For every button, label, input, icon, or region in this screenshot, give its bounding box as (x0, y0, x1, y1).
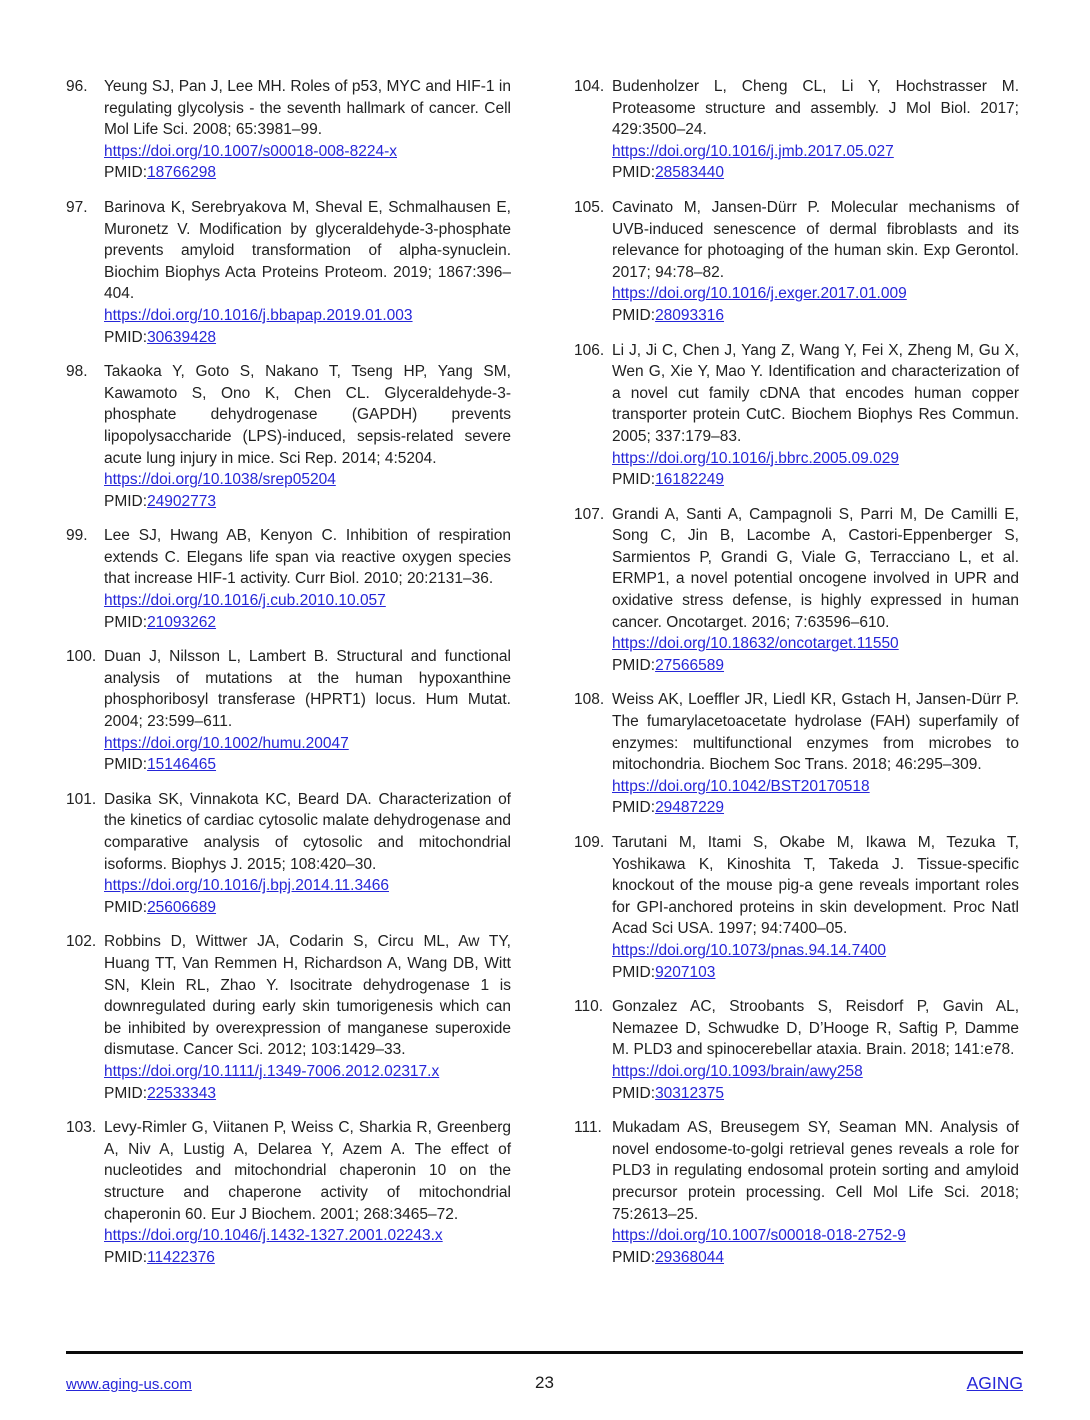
pmid-link[interactable]: 18766298 (147, 164, 217, 182)
pmid-link[interactable]: 16182249 (655, 471, 725, 489)
doi-link[interactable]: https://doi.org/10.1046/j.1432-1327.2001.02243.x (104, 1227, 443, 1245)
pmid-line (612, 469, 1019, 491)
doi-link[interactable]: https://doi.org/10.1016/j.bbrc.2005.09.029 (612, 449, 899, 467)
pmid-line (612, 655, 1019, 677)
reference-item (574, 1117, 1019, 1268)
pmid-link[interactable]: 30639428 (147, 328, 217, 346)
reference-number: 106. (574, 341, 605, 359)
pmid-label: PMID: (104, 756, 148, 774)
pmid-line (612, 1083, 1019, 1105)
doi-link[interactable]: https://doi.org/10.1016/j.exger.2017.01.009 (612, 285, 907, 303)
reference-item (574, 996, 1019, 1104)
pmid-line (612, 305, 1019, 327)
reference-citation-text: Lee SJ, Hwang AB, Kenyon C. Inhibition of respiration extends C. Elegans life span via reactive oxygen species that increase HIF-1 activity. Curr Biol. 2010; 20:2131–36. (104, 527, 511, 588)
references-column-left (66, 76, 511, 1281)
page-number: 23 (535, 1373, 554, 1392)
pmid-label: PMID: (104, 328, 148, 346)
pmid-label: PMID: (104, 613, 148, 631)
reference-item (66, 197, 511, 348)
pmid-line (612, 797, 1019, 819)
pmid-line (612, 162, 1019, 184)
pmid-line (104, 1247, 511, 1269)
pmid-label: PMID: (104, 898, 148, 916)
reference-citation-text: Barinova K, Serebryakova M, Sheval E, Schmalhausen E, Muronetz V. Modification by glyceraldehyde-3-phosphate prevents amyloid transformation of alpha-synuclein. Biochim Biophys Acta Proteins Proteom. 2019; 1867:396–404. (104, 198, 511, 303)
pmid-link[interactable]: 9207103 (655, 963, 716, 981)
pmid-line (612, 1247, 1019, 1269)
reference-citation-text: Tarutani M, Itami S, Okabe M, Ikawa M, Tezuka T, Yoshikawa K, Kinoshita T, Takeda J. Tissue-specific knockout of the mouse pig-a gene reveals important roles for GPI-anchored proteins in skin development. Proc Natl Acad Sci USA. 1997; 94:7400–05. (612, 834, 1019, 938)
reference-number: 101. (66, 790, 97, 808)
reference-number: 103. (66, 1119, 97, 1137)
pmid-label: PMID: (612, 306, 656, 324)
reference-item (574, 340, 1019, 491)
reference-body (612, 340, 1019, 491)
reference-citation-text: Grandi A, Santi A, Campagnoli S, Parri M, De Camilli E, Song C, Jin B, Lacombe A, Castori-Eppenberger S, Sarmientos P, Grandi G, Viale G, Terracciano L, et al. ERMP1, a novel potential oncogene involved in UPR and oxidative stress defense, is highly expressed in human cancer. Oncotarget. 2016; 7:63596–610. (612, 505, 1019, 631)
doi-link[interactable]: https://doi.org/10.18632/oncotarget.11550 (612, 635, 899, 653)
pmid-label: PMID: (612, 164, 656, 182)
reference-item (574, 504, 1019, 677)
pmid-link[interactable]: 22533343 (147, 1084, 217, 1102)
doi-link[interactable]: https://doi.org/10.1111/j.1349-7006.2012.02317.x (104, 1062, 440, 1080)
reference-item (66, 76, 511, 184)
pmid-link[interactable]: 21093262 (147, 613, 217, 631)
pmid-link[interactable]: 28093316 (655, 306, 725, 324)
reference-number: 98. (66, 363, 88, 381)
pmid-line (104, 491, 511, 513)
reference-body (104, 361, 511, 512)
pmid-label: PMID: (612, 963, 656, 981)
reference-number: 99. (66, 527, 88, 545)
pmid-label: PMID: (104, 1248, 148, 1266)
reference-citation-text: Cavinato M, Jansen-Dürr P. Molecular mechanisms of UVB-induced senescence of dermal fibroblasts and its relevance for photoaging of the human skin. Exp Gerontol. 2017; 94:78–82. (612, 198, 1019, 281)
reference-number: 105. (574, 198, 605, 216)
reference-number: 102. (66, 933, 97, 951)
reference-number: 97. (66, 198, 88, 216)
doi-link[interactable]: https://doi.org/10.1073/pnas.94.14.7400 (612, 941, 887, 959)
reference-item (574, 197, 1019, 327)
pmid-link[interactable]: 25606689 (147, 898, 217, 916)
reference-body (104, 931, 511, 1104)
reference-item (66, 646, 511, 776)
reference-citation-text: Gonzalez AC, Stroobants S, Reisdorf P, Gavin AL, Nemazee D, Schwudke D, D’Hooge R, Saftig P, Damme M. PLD3 and spinocerebellar ataxia. Brain. 2018; 141:e78. (612, 998, 1019, 1059)
doi-link[interactable]: https://doi.org/10.1038/srep05204 (104, 471, 336, 489)
reference-citation-text: Dasika SK, Vinnakota KC, Beard DA. Characterization of the kinetics of cardiac cytosolic malate dehydrogenase and comparative analysis of cytosolic and mitochondrial isoforms. Biophys J. 2015; 108:420–30. (104, 790, 511, 873)
pmid-line (104, 754, 511, 776)
reference-citation-text: Mukadam AS, Breusegem SY, Seaman MN. Analysis of novel endosome-to-golgi retrieval genes reveals a role for PLD3 in regulating endosomal protein sorting and amyloid precursor protein processing. Cell Mol Life Sci. 2018; 75:2613–25. (612, 1119, 1019, 1223)
reference-citation-text: Budenholzer L, Cheng CL, Li Y, Hochstrasser M. Proteasome structure and assembly. J Mol Biol. 2017; 429:3500–24. (612, 78, 1019, 139)
pmid-link[interactable]: 27566589 (655, 656, 725, 674)
reference-citation-text: Yeung SJ, Pan J, Lee MH. Roles of p53, MYC and HIF-1 in regulating glycolysis - the seventh hallmark of cancer. Cell Mol Life Sci. 2008; 65:3981–99. (104, 78, 511, 139)
pmid-line (104, 1083, 511, 1105)
reference-number: 111. (574, 1119, 602, 1137)
doi-link[interactable]: https://doi.org/10.1042/BST20170518 (612, 777, 870, 795)
pmid-label: PMID: (612, 471, 656, 489)
reference-body (104, 789, 511, 919)
reference-item (66, 931, 511, 1104)
journal-name[interactable]: AGING (966, 1373, 1023, 1393)
reference-body (612, 689, 1019, 819)
pmid-line (612, 962, 1019, 984)
reference-item (66, 361, 511, 512)
pmid-link[interactable]: 29368044 (655, 1248, 725, 1266)
reference-number: 110. (574, 998, 604, 1016)
pmid-line (104, 897, 511, 919)
references-column-right (574, 76, 1019, 1281)
references-content (66, 76, 1019, 1281)
reference-item (66, 1117, 511, 1268)
pmid-link[interactable]: 11422376 (147, 1248, 215, 1266)
pmid-link[interactable]: 29487229 (655, 799, 725, 817)
pmid-line (104, 612, 511, 634)
doi-link[interactable]: https://doi.org/10.1007/s00018-008-8224-x (104, 142, 397, 160)
reference-body (104, 646, 511, 776)
reference-item (574, 832, 1019, 983)
doi-link[interactable]: https://doi.org/10.1016/j.cub.2010.10.057 (104, 592, 386, 610)
doi-link[interactable]: https://doi.org/10.1002/humu.20047 (104, 734, 349, 752)
reference-body (612, 996, 1019, 1104)
reference-number: 108. (574, 691, 605, 709)
reference-citation-text: Weiss AK, Loeffler JR, Liedl KR, Gstach H, Jansen-Dürr P. The fumarylacetoacetate hydrolase (FAH) superfamily of enzymes: multifunctional enzymes from microbes to mitochondria. Biochem Soc Trans. 2018; 46:295–309. (612, 691, 1019, 774)
reference-item (66, 525, 511, 633)
reference-number: 96. (66, 78, 88, 95)
doi-link[interactable]: https://doi.org/10.1016/j.bpj.2014.11.3466 (104, 877, 389, 895)
reference-item (574, 76, 1019, 184)
pmid-label: PMID: (612, 1084, 656, 1102)
pmid-label: PMID: (104, 164, 148, 182)
pmid-label: PMID: (612, 656, 656, 674)
reference-citation-text: Li J, Ji C, Chen J, Yang Z, Wang Y, Fei X, Zheng M, Gu X, Wen G, Xie Y, Mao Y. Identification and characterization of a novel cut family cDNA that encodes human copper transporter protein CutC. Biochem Biophys Res Commun. 2005; 337:179–83. (612, 341, 1019, 445)
pmid-link[interactable]: 24902773 (147, 492, 217, 510)
doi-link[interactable]: https://doi.org/10.1016/j.jmb.2017.05.027 (612, 142, 894, 160)
reference-citation-text: Robbins D, Wittwer JA, Codarin S, Circu ML, Aw TY, Huang TT, Van Remmen H, Richardson A, Wang DB, Witt SN, Klein RL, Zhao Y. Isocitrate dehydrogenase 1 is downregulated during early skin tumorigenesis which can be inhibited by overexpression of manganese superoxide dismutase. Cancer Sci. 2012; 103:1429–33. (104, 933, 511, 1059)
reference-body (612, 504, 1019, 677)
reference-body (612, 1117, 1019, 1268)
reference-number: 107. (574, 505, 605, 523)
footer-divider (66, 1351, 1023, 1354)
pmid-label: PMID: (104, 492, 148, 510)
doi-link[interactable]: https://doi.org/10.1093/brain/awy258 (612, 1062, 863, 1080)
reference-citation-text: Takaoka Y, Goto S, Nakano T, Tseng HP, Yang SM, Kawamoto S, Ono K, Chen CL. Glyceraldehyde-3-phosphate dehydrogenase (GAPDH) prevents lipopolysaccharide (LPS)-induced, sepsis-related severe acute lung injury in mice. Sci Rep. 2014; 4:5204. (104, 363, 511, 467)
reference-body (104, 525, 511, 633)
reference-item (574, 689, 1019, 819)
pmid-label: PMID: (612, 799, 656, 817)
pmid-link[interactable]: 30312375 (655, 1084, 725, 1102)
reference-number: 104. (574, 78, 605, 95)
reference-number: 109. (574, 834, 605, 851)
pmid-line (104, 327, 511, 349)
reference-number: 100. (66, 648, 97, 666)
reference-body (104, 197, 511, 348)
reference-citation-text: Duan J, Nilsson L, Lambert B. Structural and functional analysis of mutations at the human hypoxanthine phosphoribosyl transferase (HPRT1) locus. Hum Mutat. 2004; 23:599–611. (104, 648, 511, 731)
reference-body (612, 76, 1019, 184)
pmid-label: PMID: (612, 1248, 656, 1266)
reference-citation-text: Levy-Rimler G, Viitanen P, Weiss C, Sharkia R, Greenberg A, Niv A, Lustig A, Delarea Y, Azem A. The effect of nucleotides and mitochondrial chaperonin 10 on the structure and chaperone activity of mitochondrial chaperonin 60. Eur J Biochem. 2001; 268:3465–72. (104, 1119, 511, 1223)
reference-body (104, 1117, 511, 1268)
pmid-label: PMID: (104, 1084, 148, 1102)
reference-body (612, 832, 1019, 983)
pmid-link[interactable]: 28583440 (655, 164, 725, 182)
pmid-link[interactable]: 15146465 (147, 756, 217, 774)
pmid-line (104, 162, 511, 184)
footer-website-link[interactable]: www.aging-us.com (66, 1376, 192, 1393)
doi-link[interactable]: https://doi.org/10.1016/j.bbapap.2019.01.003 (104, 306, 413, 324)
page-footer (66, 1373, 1023, 1397)
reference-item (66, 789, 511, 919)
reference-body (104, 76, 511, 184)
doi-link[interactable]: https://doi.org/10.1007/s00018-018-2752-9 (612, 1227, 906, 1245)
reference-body (612, 197, 1019, 327)
